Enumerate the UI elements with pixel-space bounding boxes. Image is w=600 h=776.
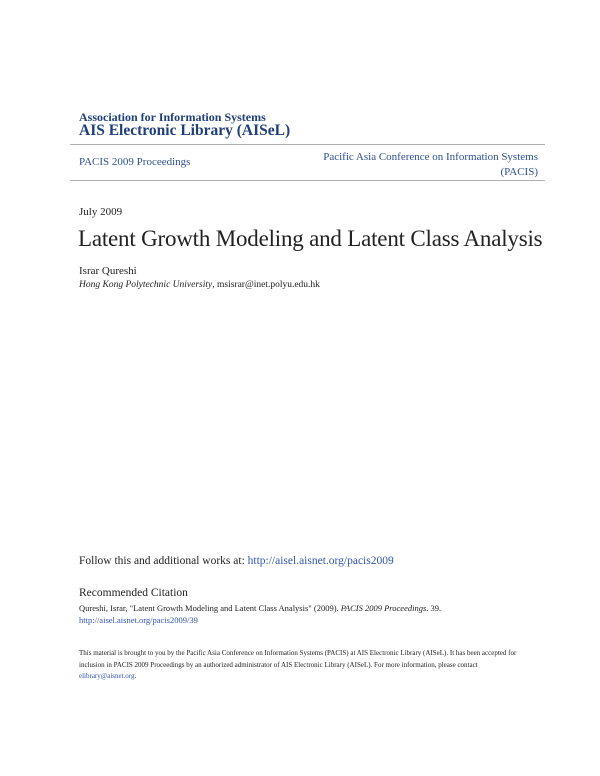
affiliation-name: Hong Kong Polytechnic University xyxy=(79,280,213,290)
paper-title: Latent Growth Modeling and Latent Class Analysis xyxy=(78,226,543,251)
citation-url-line xyxy=(79,615,198,625)
conference-line-2: (PACIS) xyxy=(500,166,538,178)
library-name[interactable]: AIS Electronic Library (AISeL) xyxy=(79,122,291,139)
author-email: , msisrar@inet.polyu.edu.hk xyxy=(212,280,320,290)
header-bottom-divider xyxy=(70,180,545,181)
author-name: Israr Qureshi xyxy=(79,265,137,277)
recommended-citation-heading: Recommended Citation xyxy=(79,587,188,599)
conference-link[interactable] xyxy=(298,150,538,180)
follow-text: Follow this and additional works at: xyxy=(79,555,248,567)
notice-text: This material is brought to you by the Pacific Asia Conference on Information Systems (PACIS) at AIS Electronic Library (AISeL). It has been accepted for inclusion in PACIS 2009 Proceedings by an authorized administrator of AIS Electronic Library (AISeL). For more information, please contact xyxy=(79,649,517,669)
citation-text xyxy=(79,603,441,613)
follow-link[interactable]: http://aisel.aisnet.org/pacis2009 xyxy=(247,555,394,567)
availability-notice xyxy=(79,648,529,683)
author-affiliation xyxy=(79,280,320,290)
contact-email-link[interactable]: elibrary@aisnet.org xyxy=(79,672,135,680)
publication-date: July 2009 xyxy=(79,206,123,218)
proceedings-link[interactable]: PACIS 2009 Proceedings xyxy=(79,156,191,168)
header-top-divider xyxy=(70,144,545,145)
notice-end: . xyxy=(134,672,137,680)
citation-suffix: . 39. xyxy=(426,603,442,613)
citation-source: PACIS 2009 Proceedings xyxy=(340,603,427,613)
follow-works-line xyxy=(79,555,394,567)
conference-line-1: Pacific Asia Conference on Information Systems xyxy=(323,151,538,163)
citation-prefix: Qureshi, Israr, "Latent Growth Modeling and Latent Class Analysis" (2009). xyxy=(79,603,341,613)
citation-link[interactable]: http://aisel.aisnet.org/pacis2009/39 xyxy=(79,615,198,625)
association-name: Association for Information Systems xyxy=(79,110,266,124)
